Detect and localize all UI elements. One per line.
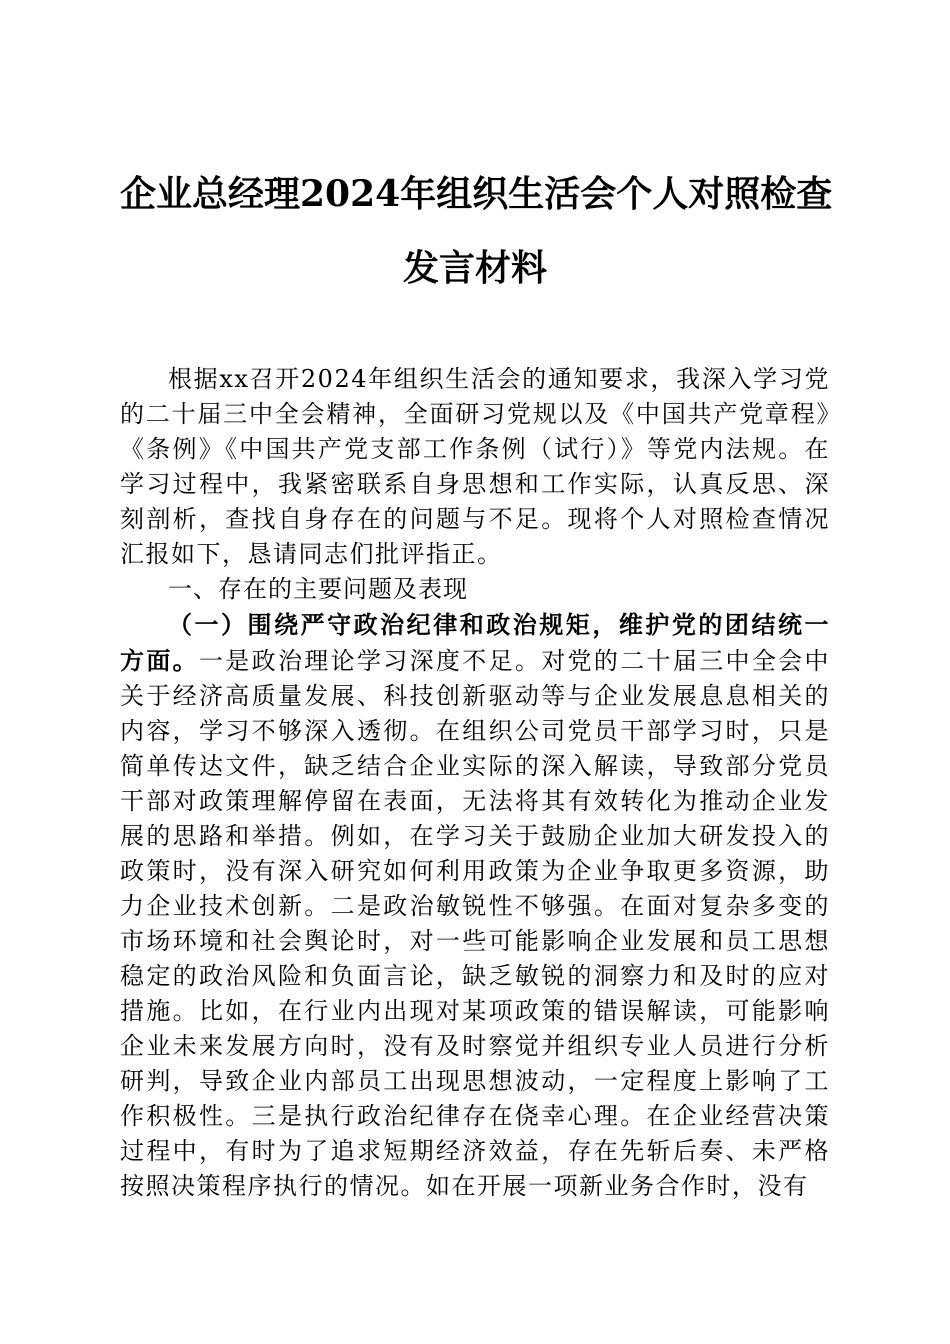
section-1-heading: 一、存在的主要问题及表现 [168,575,468,603]
title-line-1: 企业总经理2024年组织生活会个人对照检查 [120,173,833,215]
document-body [120,362,830,1204]
intro-paragraph: 根据xx召开2024年组织生活会的通知要求，我深入学习党的二十届三中全会精神，全面研习党规以及《中国共产党章程》《条例》《中国共产党支部工作条例（试行）》等党内法规。在学习过程中，我紧密联系自身思想和工作实际，认真反思、深刻剖析，查找自身存在的问题与不足。现将个人对照检查情况汇报如下，恳请同志们批评指正。 [120,365,830,568]
subsection-1-lead: （一）围绕严守政治纪律和政治规矩，维护党的团结统一方面。 [120,610,830,675]
subsection-1-body: 一是政治理论学习深度不足。对党的二十届三中全会中关于经济高质量发展、科技创新驱动等与企业发展息息相关的内容，学习不够深入透彻。在组织公司党员干部学习时，只是简单传达文件，缺乏结合企业实际的深入解读，导致部分党员干部对政策理解停留在表面，无法将其有效转化为推动企业发展的思路和举措。例如，在学习关于鼓励企业加大研发投入的政策时，没有深入研究如何利用政策为企业争取更多资源，助力企业技术创新。二是政治敏锐性不够强。在面对复杂多变的市场环境和社会舆论时，对一些可能影响企业发展和员工思想稳定的政治风险和负面言论，缺乏敏锐的洞察力和及时的应对措施。比如，在行业内出现对某项政策的错误解读，可能影响企业未来发展方向时，没有及时察觉并组织专业人员进行分析研判，导致企业内部员工出现思想波动，一定程度上影响了工作积极性。三是执行政治纪律存在侥幸心理。在企业经营决策过程中，有时为了追求短期经济效益，存在先斩后奏、未严格按照决策程序执行的情况。如在开展一项新业务合作时，没有 [120,647,831,1200]
subsection-1-paragraph [120,607,830,1204]
title-line-2: 发言材料 [402,247,547,289]
document-title [120,170,833,318]
